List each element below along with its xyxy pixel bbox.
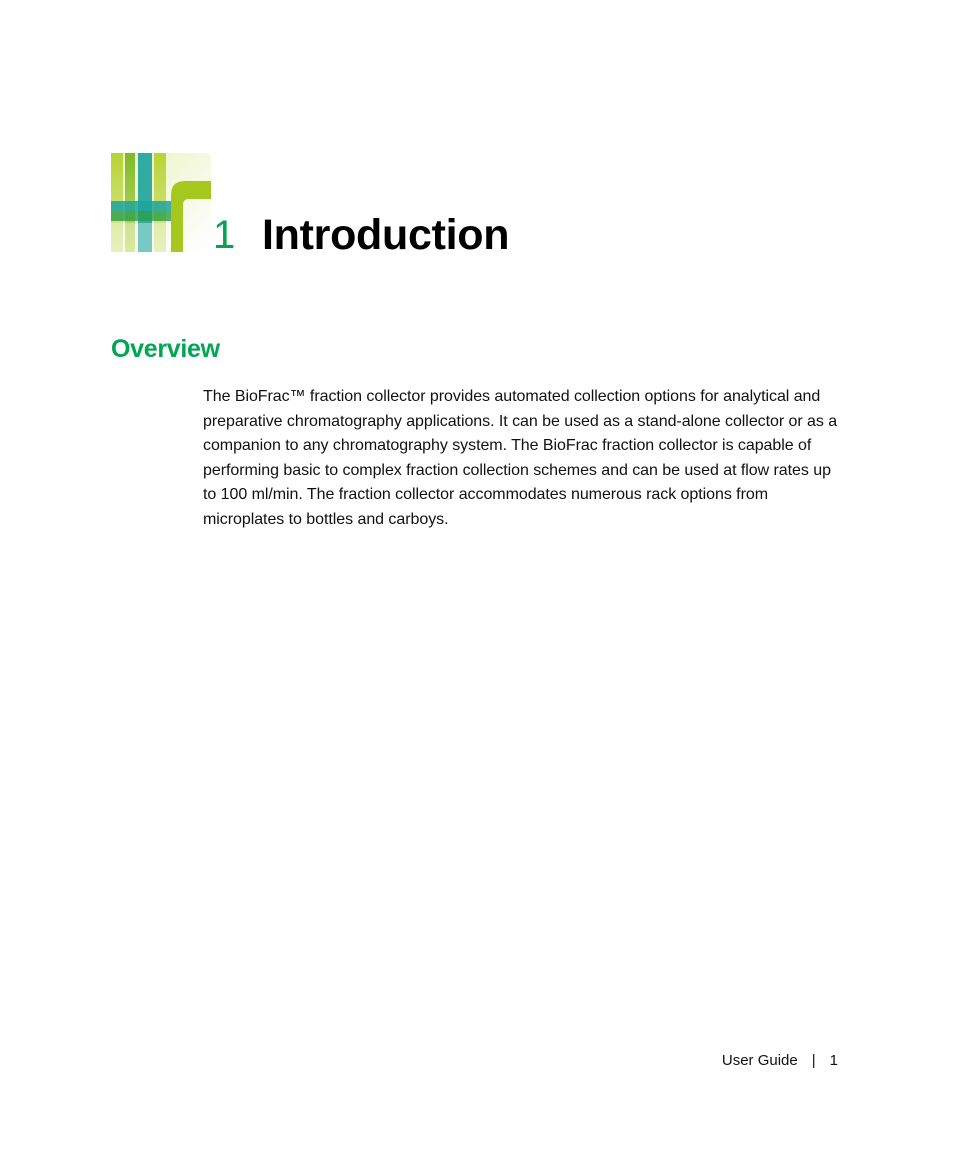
- chapter-title: Introduction: [262, 211, 510, 259]
- page-footer: [722, 1051, 838, 1071]
- chapter-number: 1: [213, 213, 236, 257]
- footer-page-number: 1: [829, 1052, 838, 1069]
- overview-paragraph: The BioFrac™ fraction collector provides automated collection options for analytical and preparative chromatography applications. It can be used as a stand-alone collector or as a companion to any chromatography system. The BioFrac fraction collector is capable of performing basic to complex fraction collection schemes and can be used at flow rates up to 100 ml/min. The fraction collector accommodates numerous rack options from microplates to bottles and carboys.: [203, 388, 838, 528]
- footer-doc-name: User Guide: [721, 1052, 798, 1069]
- section-heading: Overview: [111, 335, 220, 363]
- footer-separator: |: [811, 1052, 816, 1069]
- chapter-logo-icon: [111, 153, 211, 252]
